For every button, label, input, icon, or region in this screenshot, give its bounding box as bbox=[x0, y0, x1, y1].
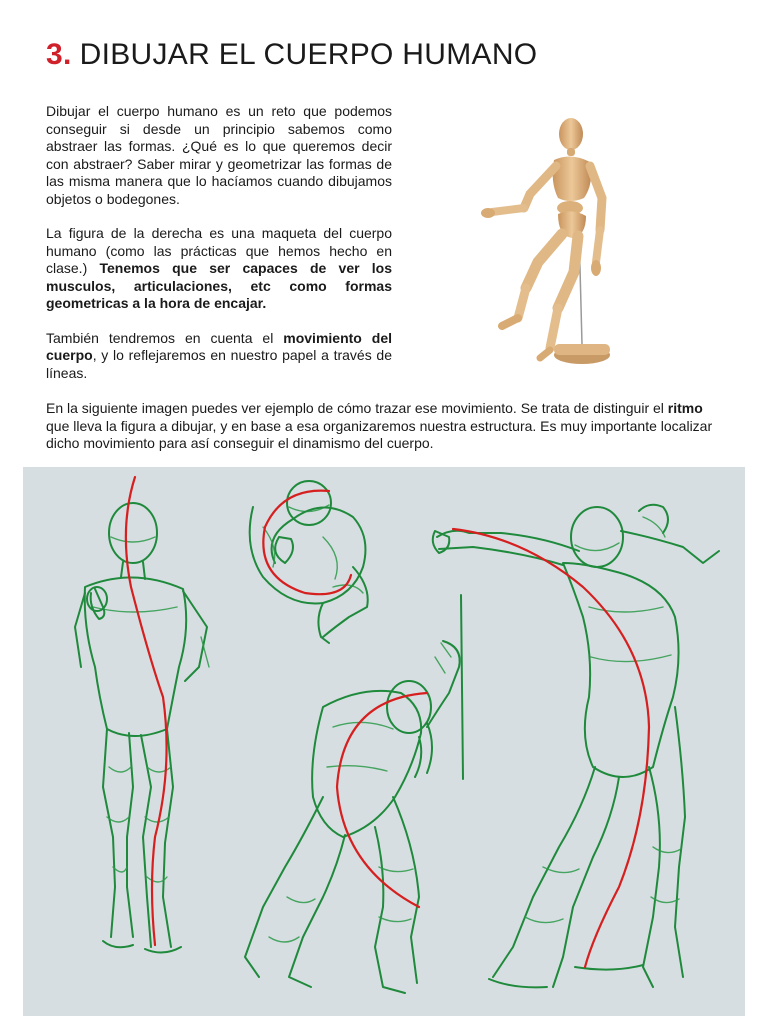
intro-paragraph-3 bbox=[46, 330, 392, 383]
wooden-mannequin-image bbox=[478, 112, 648, 374]
section-title: DIBUJAR EL CUERPO HUMANO bbox=[79, 38, 538, 71]
movement-bold: ritmo bbox=[667, 400, 703, 416]
gesture-sketches-drawing bbox=[23, 467, 745, 1016]
sketch-figure-reaching bbox=[433, 505, 719, 988]
intro-paragraph-1: Dibujar el cuerpo humano es un reto que podemos conseguir si desde un principio sabemos como abstraer las formas. ¿Qué es lo que queremos decir con abstraer? Saber mirar y geometrizar las formas de las misma manera que lo hacíamos cuando dibujamos objetos o bodegones. bbox=[46, 103, 392, 207]
movement-text-a: En la siguiente imagen puedes ver ejemplo de cómo trazar ese movimiento. Se trata de distinguir el bbox=[46, 400, 668, 416]
section-number: 3. bbox=[46, 38, 72, 71]
sketch-figure-bending bbox=[245, 595, 463, 993]
intro-p2-text: La figura de la derecha es una maqueta del cuerpo humano (como las prácticas que hemos hecho en clase.) bbox=[46, 225, 392, 276]
movement-text bbox=[46, 400, 726, 453]
sketch-figure-curled bbox=[250, 481, 368, 643]
movement-paragraph bbox=[46, 400, 726, 453]
intro-paragraph-2 bbox=[46, 225, 392, 313]
intro-text bbox=[46, 103, 392, 399]
gesture-sketches-image bbox=[23, 467, 745, 1016]
sketch-figure-standing bbox=[75, 477, 209, 953]
page-title bbox=[46, 38, 537, 72]
movement-text-c: que lleva la figura a dibujar, y en base a esa organizaremos nuestra estructura. Es muy importante localizar dicho movimiento para así conseguir el dinamismo del cuerpo. bbox=[46, 417, 713, 451]
intro-p3-tail: , y lo reflejaremos en nuestro papel a través de líneas. bbox=[46, 347, 392, 381]
intro-p3-text: También tendremos en cuenta el bbox=[46, 329, 284, 346]
intro-p2-bold: Tenemos que ser capaces de ver los musculos, articulaciones, etc como formas geometricas a la hora de encajar. bbox=[46, 260, 393, 311]
intro-p3-bold: movimiento del cuerpo bbox=[46, 329, 392, 363]
